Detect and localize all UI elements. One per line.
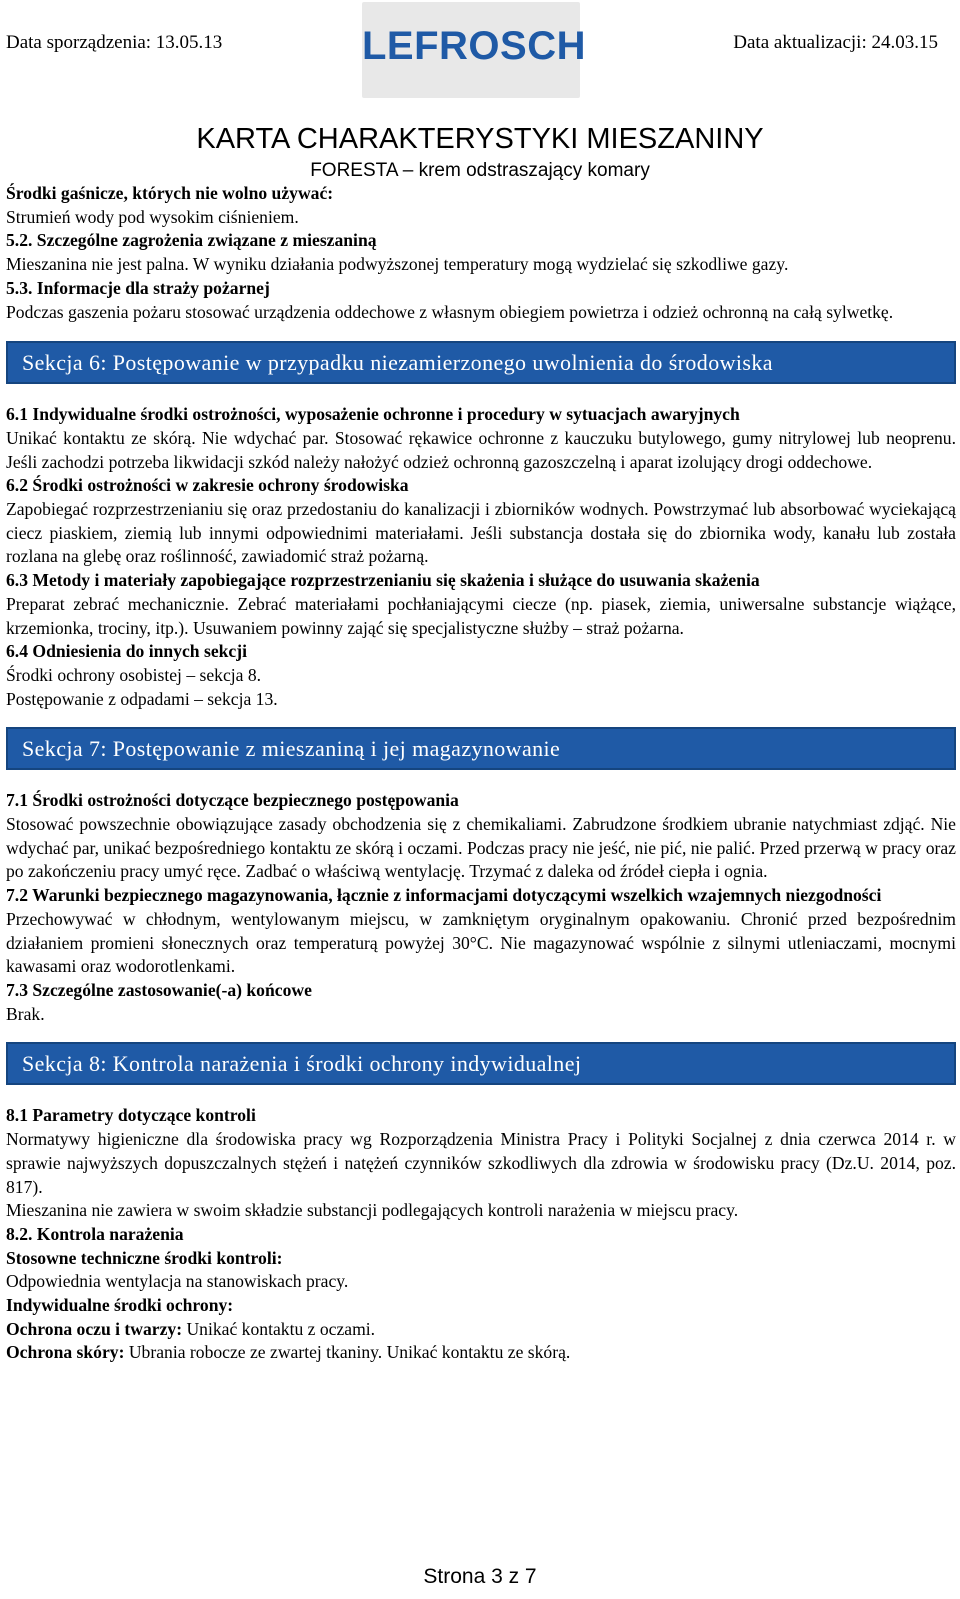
paragraph-7-2: Przechowywać w chłodnym, wentylowanym miejscu, w zamkniętym oryginalnym opakowaniu. Chronić przed bezpośrednim działaniem promieni słonecznych oraz temperaturą powyżej 30°C. Nie magazynować wspólnie z silnymi utleniaczami, mocnymi kawasami oraz wodorotlenkami. — [6, 908, 956, 977]
heading-6-4: 6.4 Odniesienia do innych sekcji — [6, 641, 247, 662]
heading-7-3: 7.3 Szczególne zastosowanie(-a) końcowe — [6, 979, 312, 1000]
heading-8-1: 8.1 Parametry dotyczące kontroli — [6, 1105, 256, 1126]
document-title: KARTA CHARAKTERYSTYKI MIESZANINY — [196, 123, 764, 155]
heading-unsuitable-media: Środki gaśnicze, których nie wolno używać: — [6, 183, 334, 203]
skin-protection-line — [6, 1341, 956, 1365]
page-number: Strona 3 z 7 — [423, 1565, 537, 1588]
paragraph-6-4b: Postępowanie z odpadami – sekcja 13. — [6, 688, 278, 709]
heading-individual-protection: Indywidualne środki ochrony: — [6, 1295, 234, 1316]
heading-6-3: 6.3 Metody i materiały zapobiegające rozprzestrzenianiu się skażenia i służące do usuwania skażenia — [6, 570, 760, 591]
heading-5-3: 5.3. Informacje dla straży pożarnej — [6, 277, 270, 298]
paragraph-7-3: Brak. — [6, 1003, 45, 1024]
paragraph-technical-controls: Odpowiednia wentylacja na stanowiskach pracy. — [6, 1271, 349, 1292]
logo-text: LEFROSCH — [362, 24, 586, 68]
page-header — [0, 0, 960, 100]
section-7-title: Sekcja 7: Postępowanie z mieszaniną i jej magazynowanie — [22, 736, 561, 761]
document-subtitle: FORESTA – krem odstraszający komary — [310, 160, 650, 181]
eye-protection-label: Ochrona oczu i twarzy: — [6, 1318, 183, 1339]
paragraph-5-3: Podczas gaszenia pożaru stosować urządzenia oddechowe z własnym obiegiem powietrza i odzież ochronną na całą sylwetkę. — [6, 301, 894, 322]
paragraph-5-2: Mieszanina nie jest palna. W wyniku działania podwyższonej temperatury mogą wydzielać się szkodliwe gazy. — [6, 254, 789, 275]
heading-7-1: 7.1 Środki ostrożności dotyczące bezpiecznego postępowania — [6, 790, 459, 811]
update-date: Data aktualizacji: 24.03.15 — [733, 32, 938, 53]
company-logo — [362, 2, 586, 98]
paragraph-unsuitable-media: Strumień wody pod wysokim ciśnieniem. — [6, 206, 299, 227]
paragraph-6-2: Zapobiegać rozprzestrzenianiu się oraz przedostaniu do kanalizacji i zbiorników wodnych. Powstrzymać lub absorbować wyciekającą ciecz piaskiem, ziemią lub innymi odpowiednimi materiałami. Jeśli substancja dostała się do zbiornika wody, kanału lub została rozlana na glebę oraz roślinność, zawiadomić straż pożarną. — [6, 499, 956, 567]
section-6-bar — [6, 341, 956, 384]
section-6-title: Sekcja 6: Postępowanie w przypadku niezamierzonego uwolnienia do środowiska — [22, 349, 773, 375]
skin-protection-label: Ochrona skóry: — [6, 1342, 125, 1363]
heading-6-1: 6.1 Indywidualne środki ostrożności, wyposażenie ochronne i procedury w sytuacjach awaryjnych — [6, 404, 740, 425]
heading-technical-controls: Stosowne techniczne środki kontroli: — [6, 1247, 283, 1268]
section-8-title: Sekcja 8: Kontrola narażenia i środki ochrony indywidualnej — [22, 1051, 582, 1077]
eye-protection-line — [6, 1318, 956, 1342]
heading-5-2: 5.2. Szczególne zagrożenia związane z mieszaniną — [6, 230, 377, 251]
heading-6-2: 6.2 Środki ostrożności w zakresie ochrony środowiska — [6, 475, 409, 496]
heading-8-2: 8.2. Kontrola narażenia — [6, 1223, 184, 1244]
creation-date: Data sporządzenia: 13.05.13 — [6, 32, 223, 53]
paragraph-6-4a: Środki ochrony osobistej – sekcja 8. — [6, 664, 262, 685]
document-body — [6, 182, 956, 1365]
section-8-bar — [6, 1042, 956, 1085]
paragraph-6-3: Preparat zebrać mechanicznie. Zebrać materiałami pochłaniającymi ciecze (np. piasek, ziemia, uniwersalne substancje wiążące, krzemionka, trociny, itp.). Usuwaniem powinny zająć się specjalistyczne służby – straż pożarna. — [6, 593, 956, 638]
skin-protection-text: Ubrania robocze ze zwartej tkaniny. Unikać kontaktu ze skórą. — [124, 1342, 571, 1363]
paragraph-8-1a: Normatywy higieniczne dla środowiska pracy wg Rozporządzenia Ministra Pracy i Polityki Socjalnej z dnia czerwca 2014 r. w sprawie najwyższych dopuszczalnych stężeń i natężeń czynników szkodliwych dla zdrowia w środowisku pracy (Dz.U. 2014, poz. 817). — [6, 1129, 956, 1197]
section-7-bar — [6, 727, 956, 770]
paragraph-6-1: Unikać kontaktu ze skórą. Nie wdychać par. Stosować rękawice ochronne z kauczuku butylowego, gumy nitrylowej lub neoprenu. Jeśli zachodzi potrzeba likwidacji szkód należy nałożyć odzież ochronną gazoszczelną i aparat izolujący drogi oddechowe. — [6, 427, 956, 472]
paragraph-7-1: Stosować powszechnie obowiązujące zasady obchodzenia się z chemikaliami. Zabrudzone środkiem ubranie natychmiast zdjąć. Nie wdychać par, unikać bezpośredniego kontaktu ze skórą i oczami. Podczas pracy nie jeść, nie pić, nie palić. Przed przerwą w pracy oraz po zakończeniu pracy umyć ręce. Zadbać o właściwą wentylację. Trzymać z daleka od źródeł ciepła i ognia. — [6, 814, 956, 882]
heading-7-2: 7.2 Warunki bezpiecznego magazynowania, łącznie z informacjami dotyczącymi wszelkich wzajemnych niezgodności — [6, 885, 882, 906]
eye-protection-text: Unikać kontaktu z oczami. — [182, 1318, 376, 1339]
paragraph-8-1b: Mieszanina nie zawiera w swoim składzie substancji podlegających kontroli narażenia w miejscu pracy. — [6, 1200, 739, 1221]
